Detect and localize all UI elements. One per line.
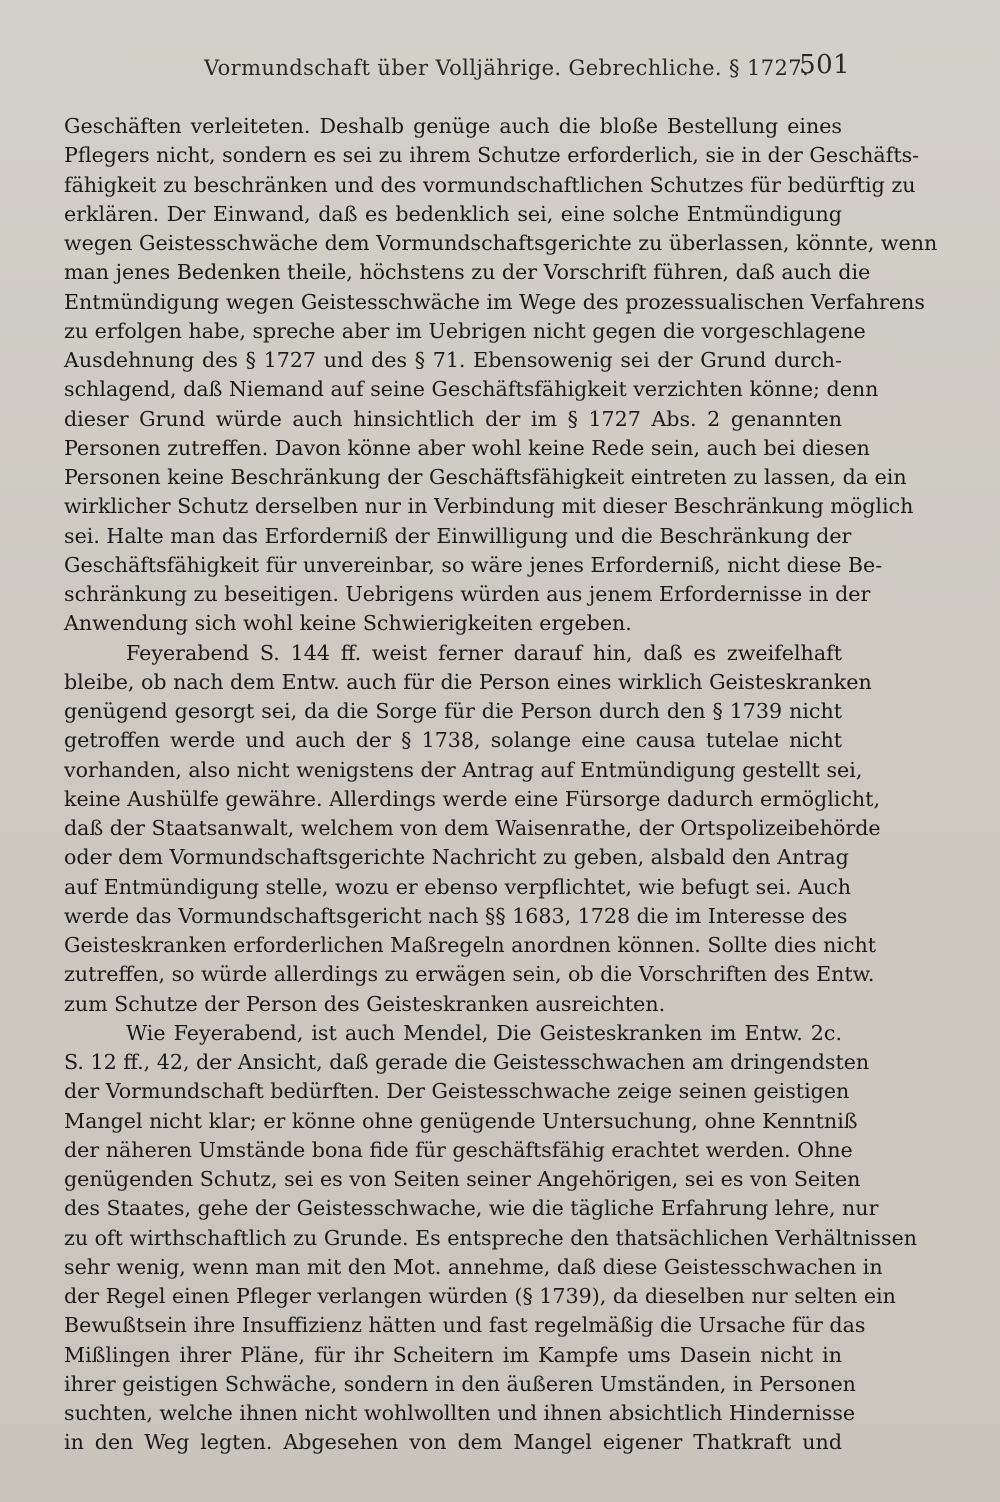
running-head: Vormundschaft über Volljährige. Gebrechliche. § 1727. — [204, 56, 810, 80]
text-line: Geschäften verleiteten. Deshalb genüge auch die bloße Bestellung eines — [64, 114, 842, 138]
text-line: Pflegers nicht, sondern es sei zu ihrem Schutze erforderlich, sie in der Geschäfts- — [64, 143, 920, 168]
paragraph-start-line: Feyerabend S. 144 ff. weist ferner darauf hin, daß es zweifelhaft — [126, 640, 842, 665]
paragraph-end-line: Anwendung sich wohl keine Schwierigkeiten ergeben. — [64, 611, 632, 636]
text-line: wegen Geistesschwäche dem Vormundschaftsgerichte zu überlassen, könnte, wenn — [64, 231, 938, 255]
text-line: schränkung zu beseitigen. Uebrigens würden aus jenem Erfordernisse in der — [64, 582, 871, 606]
text-line: getroffen werde und auch der § 1738, solange eine causa tutelae nicht — [64, 728, 842, 753]
text-line: zu oft wirthschaftlich zu Grunde. Es entspreche den thatsächlichen Verhältnissen — [64, 1225, 918, 1250]
text-line: zutreffen, so würde allerdings zu erwägen sein, ob die Vorschriften des Entw. — [64, 962, 875, 987]
text-line: sei. Halte man das Erforderniß der Einwilligung und die Beschränkung der — [64, 523, 852, 548]
text-line: man jenes Bedenken theile, höchstens zu der Vorschrift führen, daß auch die — [64, 260, 871, 285]
text-line: oder dem Vormundschaftsgerichte Nachricht zu geben, alsbald den Antrag — [64, 845, 849, 870]
text-line: keine Aushülfe gewähre. Allerdings werde eine Fürsorge dadurch ermöglicht, — [64, 786, 880, 811]
text-line: in den Weg legten. Abgesehen von dem Mangel eigener Thatkraft und — [64, 1430, 842, 1455]
text-line: suchten, welche ihnen nicht wohlwollten und ihnen absichtlich Hindernisse — [64, 1401, 856, 1425]
text-line: vorhanden, also nicht wenigstens der Antrag auf Entmündigung gestellt sei, — [64, 757, 863, 782]
text-line: S. 12 ff., 42, der Ansicht, daß gerade die Geistesschwachen am dringendsten — [64, 1050, 870, 1074]
text-line: Entmündigung wegen Geistesschwäche im Wege des prozessualischen Verfahrens — [64, 289, 925, 314]
text-line: Mißlingen ihrer Pläne, für ihr Scheitern im Kampfe ums Dasein nicht in — [64, 1342, 842, 1367]
text-line: genügenden Schutz, sei es von Seiten seiner Angehörigen, sei es von Seiten — [64, 1167, 861, 1191]
text-line: dieser Grund würde auch hinsichtlich der im § 1727 Abs. 2 genannten — [64, 406, 842, 431]
text-line: ihrer geistigen Schwäche, sondern in den äußeren Umständen, in Personen — [64, 1371, 856, 1396]
text-line: wirklicher Schutz derselben nur in Verbindung mit dieser Beschränkung möglich — [64, 494, 914, 519]
text-line: des Staates, gehe der Geistesschwache, wie die tägliche Erfahrung lehre, nur — [64, 1196, 879, 1221]
body-text — [64, 112, 938, 1458]
text-line: genügend gesorgt sei, da die Sorge für die Person durch den § 1739 nicht — [64, 699, 842, 723]
paragraph-end-line: zum Schutze der Person des Geisteskranken ausreichten. — [64, 991, 666, 1016]
text-line: der näheren Umstände bona fide für geschäftsfähig erachtet werden. Ohne — [64, 1137, 853, 1162]
text-line: Ausdehnung des § 1727 und des § 71. Ebensowenig sei der Grund durch- — [64, 348, 842, 372]
text-line: Personen zutreffen. Davon könne aber wohl keine Rede sein, auch bei diesen — [64, 435, 870, 460]
text-line: fähigkeit zu beschränken und des vormundschaftlichen Schutzes für bedürftig zu — [64, 172, 916, 197]
text-line: zu erfolgen habe, spreche aber im Uebrigen nicht gegen die vorgeschlagene — [64, 318, 866, 343]
text-line: erklären. Der Einwand, daß es bedenklich sei, eine solche Entmündigung — [64, 201, 842, 226]
page-number: 501 — [799, 50, 850, 80]
text-line: Geschäftsfähigkeit für unvereinbar, so wäre jenes Erforderniß, nicht diese Be- — [64, 552, 883, 577]
text-line: Mangel nicht klar; er könne ohne genügende Untersuchung, ohne Kenntniß — [64, 1108, 858, 1133]
text-line: auf Entmündigung stelle, wozu er ebenso verpflichtet, wie befugt sei. Auch — [64, 874, 851, 899]
page-header — [64, 50, 850, 84]
text-line: daß der Staatsanwalt, welchem von dem Waisenrathe, der Ortspolizeibehörde — [64, 816, 881, 840]
text-line: der Vormundschaft bedürften. Der Geistesschwache zeige seinen geistigen — [64, 1079, 850, 1104]
text-line: schlagend, daß Niemand auf seine Geschäftsfähigkeit verzichten könne; denn — [64, 377, 879, 402]
text-line: Bewußtsein ihre Insuffizienz hätten und fast regelmäßig die Ursache für das — [64, 1313, 866, 1338]
text-line: Personen keine Beschränkung der Geschäftsfähigkeit eintreten zu lassen, da ein — [64, 465, 907, 489]
paragraph-start-line: Wie Feyerabend, ist auch Mendel, Die Geisteskranken im Entw. 2c. — [126, 1020, 842, 1045]
text-line: sehr wenig, wenn man mit den Mot. annehme, daß diese Geistesschwachen in — [64, 1254, 883, 1279]
text-line: werde das Vormundschaftsgericht nach §§ 1683, 1728 die im Interesse des — [64, 903, 848, 928]
text-line: der Regel einen Pfleger verlangen würden (§ 1739), da dieselben nur selten ein — [64, 1284, 896, 1308]
text-line: Geisteskranken erforderlichen Maßregeln anordnen können. Sollte dies nicht — [64, 933, 877, 957]
text-line: bleibe, ob nach dem Entw. auch für die Person eines wirklich Geisteskranken — [64, 669, 872, 694]
